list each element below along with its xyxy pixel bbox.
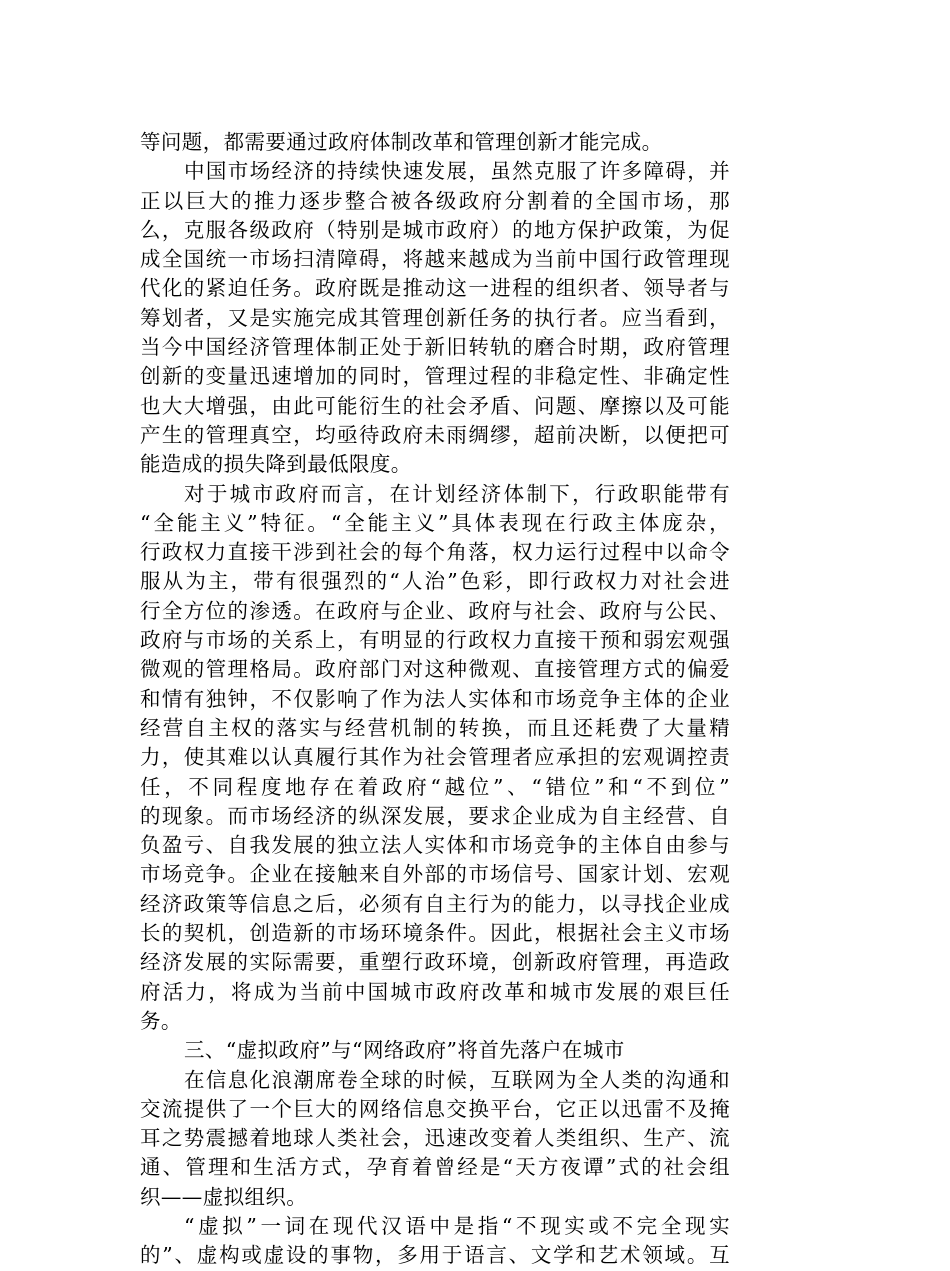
- text-line: 交流提供了一个巨大的网络信息交换平台，它正以迅雷不及掩: [140, 1096, 730, 1121]
- text-line: 创新的变量迅速增加的同时，管理过程的非稳定性、非确定性: [140, 364, 730, 389]
- text-line: 经济发展的实际需要，重塑行政环境，创新政府管理，再造政: [140, 950, 730, 975]
- text-line: “虚拟”一词在现代汉语中是指“不现实或不完全现实: [184, 1213, 730, 1238]
- text-line: 筹划者，又是实施完成其管理创新任务的执行者。应当看到，: [140, 305, 730, 330]
- text-line: 中国市场经济的持续快速发展，虽然克服了许多障碍，并: [184, 159, 730, 184]
- text-line: 三、“虚拟政府”与“网络政府”将首先落户在城市: [184, 1038, 625, 1063]
- text-line: 任，不同程度地存在着政府“越位”、“错位”和“不到位”: [140, 774, 730, 799]
- text-line: 耳之势震撼着地球人类社会，迅速改变着人类组织、生产、流: [140, 1126, 730, 1151]
- text-line: 的”、虚构或虚设的事物，多用于语言、文学和艺术领域。互: [140, 1243, 730, 1268]
- text-line: 力，使其难以认真履行其作为社会管理者应承担的宏观调控责: [140, 745, 730, 770]
- text-line: 成全国统一市场扫清障碍，将越来越成为当前中国行政管理现: [140, 247, 730, 272]
- text-line: 长的契机，创造新的市场环境条件。因此，根据社会主义市场: [140, 921, 730, 946]
- text-line: 府活力，将成为当前中国城市政府改革和城市发展的艰巨任: [140, 979, 730, 1004]
- text-line: “全能主义”特征。“全能主义”具体表现在行政主体庞杂，: [140, 510, 730, 535]
- text-line: 务。: [140, 1008, 182, 1033]
- text-line: 织——虚拟组织。: [140, 1184, 308, 1209]
- text-line: 市场竞争。企业在接触来自外部的市场信号、国家计划、宏观: [140, 862, 730, 887]
- text-line: 和情有独钟，不仅影响了作为法人实体和市场竞争主体的企业: [140, 686, 730, 711]
- text-line: 等问题，都需要通过政府体制改革和管理创新才能完成。: [140, 130, 663, 154]
- text-line: 对于城市政府而言，在计划经济体制下，行政职能带有: [184, 481, 730, 506]
- text-line: 行政权力直接干涉到社会的每个角落，权力运行过程中以命令: [140, 540, 730, 565]
- text-line: 么，克服各级政府（特别是城市政府）的地方保护政策，为促: [140, 217, 730, 242]
- text-line: 也大大增强，由此可能衍生的社会矛盾、问题、摩擦以及可能: [140, 393, 730, 418]
- text-line: 代化的紧迫任务。政府既是推动这一进程的组织者、领导者与: [140, 276, 730, 301]
- text-line: 正以巨大的推力逐步整合被各级政府分割着的全国市场，那: [140, 188, 730, 213]
- text-line: 在信息化浪潮席卷全球的时候，互联网为全人类的沟通和: [184, 1067, 730, 1092]
- text-line: 通、管理和生活方式，孕育着曾经是“天方夜谭”式的社会组: [140, 1155, 730, 1180]
- text-line: 经营自主权的落实与经营机制的转换，而且还耗费了大量精: [140, 715, 730, 740]
- text-line: 能造成的损失降到最低限度。: [140, 452, 412, 477]
- text-line: 政府与市场的关系上，有明显的行政权力直接干预和弱宏观强: [140, 628, 730, 653]
- text-line: 产生的管理真空，均亟待政府未雨绸缪，超前决断，以便把可: [140, 422, 730, 447]
- text-line: 经济政策等信息之后，必须有自主行为的能力，以寻找企业成: [140, 891, 730, 916]
- text-line: 服从为主，带有很强烈的“人治”色彩，即行政权力对社会进: [140, 569, 730, 594]
- text-line: 当今中国经济管理体制正处于新旧转轨的磨合时期，政府管理: [140, 335, 730, 360]
- text-line: 微观的管理格局。政府部门对这种微观、直接管理方式的偏爱: [140, 657, 730, 682]
- text-line: 负盈亏、自我发展的独立法人实体和市场竞争的主体自由参与: [140, 833, 730, 858]
- document-body: [140, 128, 730, 1271]
- text-line: 的现象。而市场经济的纵深发展，要求企业成为自主经营、自: [140, 803, 730, 828]
- text-line: 行全方位的渗透。在政府与企业、政府与社会、政府与公民、: [140, 598, 730, 623]
